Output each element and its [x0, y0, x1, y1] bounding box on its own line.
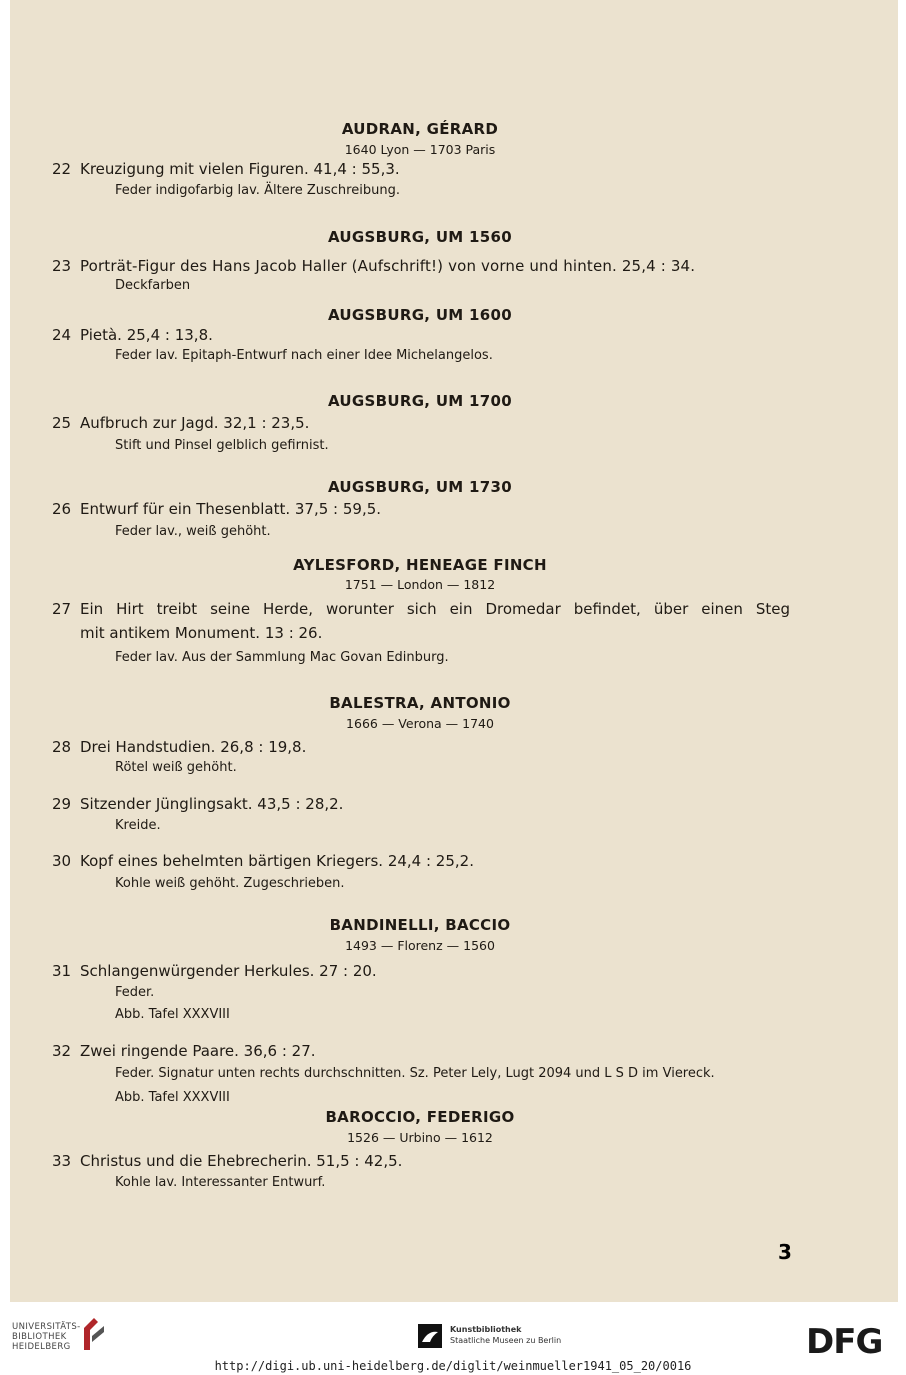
entry-note: Feder indigofarbig lav. Ältere Zuschreibung. [115, 183, 400, 198]
entry-note: Deckfarben [115, 278, 191, 293]
artist-heading: BANDINELLI, BACCIO [329, 916, 511, 934]
entry-note: Feder. Signatur unten rechts durchschnitten. Sz. Peter Lely, Lugt 2094 und L S D im Viereck. [115, 1066, 715, 1081]
source-url[interactable]: http://digi.ub.uni-heidelberg.de/diglit/weinmueller1941_05_20/0016 [214, 1359, 692, 1373]
entry-title: Pietà. 25,4 : 13,8. [80, 326, 213, 344]
artist-heading: AUGSBURG, UM 1730 [327, 478, 513, 496]
artist-dates: 1640 Lyon — 1703 Paris [344, 142, 496, 157]
entry-number: 25 [52, 414, 72, 432]
kunstbibliothek-line: Kunstbibliothek [450, 1325, 522, 1334]
dfg-logo: DFG [806, 1322, 883, 1362]
artist-heading: BALESTRA, ANTONIO [329, 694, 511, 712]
artist-dates: 1526 — Urbino — 1612 [347, 1130, 493, 1145]
artist-heading: AUDRAN, GÉRARD [341, 120, 499, 138]
entry-number: 29 [52, 795, 72, 813]
entry-title: Christus und die Ehebrecherin. 51,5 : 42,5. [80, 1152, 403, 1170]
artist-heading: AUGSBURG, UM 1560 [327, 228, 513, 246]
artist-heading: AUGSBURG, UM 1600 [327, 306, 513, 324]
entry-number: 23 [52, 257, 72, 275]
entry-number: 28 [52, 738, 72, 756]
entry-note: Kreide. [115, 818, 161, 833]
entry-title: Drei Handstudien. 26,8 : 19,8. [80, 738, 307, 756]
entry-note: Feder lav., weiß gehöht. [115, 524, 271, 539]
entry-number: 32 [52, 1042, 72, 1060]
entry-note: Feder. [115, 985, 155, 1000]
entry-number: 26 [52, 500, 72, 518]
catalog-page [10, 0, 898, 1302]
entry-title: Zwei ringende Paare. 36,6 : 27. [80, 1042, 316, 1060]
university-library-logo-icon [80, 1316, 108, 1352]
entry-title: Ein Hirt treibt seine Herde, worunter sich ein Dromedar befindet, über einen Steg [80, 600, 790, 618]
entry-number: 30 [52, 852, 72, 870]
artist-dates: 1666 — Verona — 1740 [346, 716, 494, 731]
entry-number: 31 [52, 962, 72, 980]
page-number: 3 [778, 1240, 792, 1264]
artist-heading: AUGSBURG, UM 1700 [327, 392, 513, 410]
entry-note: Kohle lav. Interessanter Entwurf. [115, 1175, 326, 1190]
artist-dates: 1751 — London — 1812 [344, 577, 496, 592]
entry-number: 27 [52, 600, 72, 618]
kunstbibliothek-line: Staatliche Museen zu Berlin [450, 1336, 562, 1345]
entry-title: Aufbruch zur Jagd. 32,1 : 23,5. [80, 414, 310, 432]
artist-heading: AYLESFORD, HENEAGE FINCH [293, 556, 547, 574]
kunstbibliothek-name [450, 1324, 561, 1346]
entry-number: 24 [52, 326, 72, 344]
artist-dates: 1493 — Florenz — 1560 [345, 938, 495, 953]
entry-number: 33 [52, 1152, 72, 1170]
library-line: HEIDELBERG [12, 1342, 71, 1352]
entry-note: Stift und Pinsel gelblich gefirnist. [115, 438, 329, 453]
entry-title: Kreuzigung mit vielen Figuren. 41,4 : 55,3. [80, 160, 400, 178]
artist-heading: BAROCCIO, FEDERIGO [325, 1108, 515, 1126]
entry-note: Feder lav. Epitaph-Entwurf nach einer Idee Michelangelos. [115, 348, 493, 363]
entry-note: Kohle weiß gehöht. Zugeschrieben. [115, 876, 345, 891]
library-line: BIBLIOTHEK [12, 1332, 67, 1342]
library-line: UNIVERSITÄTS- [12, 1322, 81, 1332]
entry-note: Abb. Tafel XXXVIII [115, 1007, 230, 1022]
entry-title: Entwurf für ein Thesenblatt. 37,5 : 59,5. [80, 500, 382, 518]
entry-title: Schlangenwürgender Herkules. 27 : 20. [80, 962, 377, 980]
entry-note: Feder lav. Aus der Sammlung Mac Govan Edinburg. [115, 650, 449, 665]
entry-title: mit antikem Monument. 13 : 26. [80, 624, 323, 642]
entry-note: Abb. Tafel XXXVIII [115, 1090, 230, 1105]
footer [0, 1302, 906, 1375]
entry-number: 22 [52, 160, 72, 178]
entry-title: Porträt-Figur des Hans Jacob Haller (Aufschrift!) von vorne und hinten. 25,4 : 34. [80, 257, 696, 275]
entry-note: Rötel weiß gehöht. [115, 760, 237, 775]
kunstbibliothek-logo-icon [418, 1324, 442, 1348]
entry-title: Sitzender Jünglingsakt. 43,5 : 28,2. [80, 795, 344, 813]
entry-title: Kopf eines behelmten bärtigen Kriegers. 24,4 : 25,2. [80, 852, 474, 870]
university-library-name [12, 1322, 81, 1352]
